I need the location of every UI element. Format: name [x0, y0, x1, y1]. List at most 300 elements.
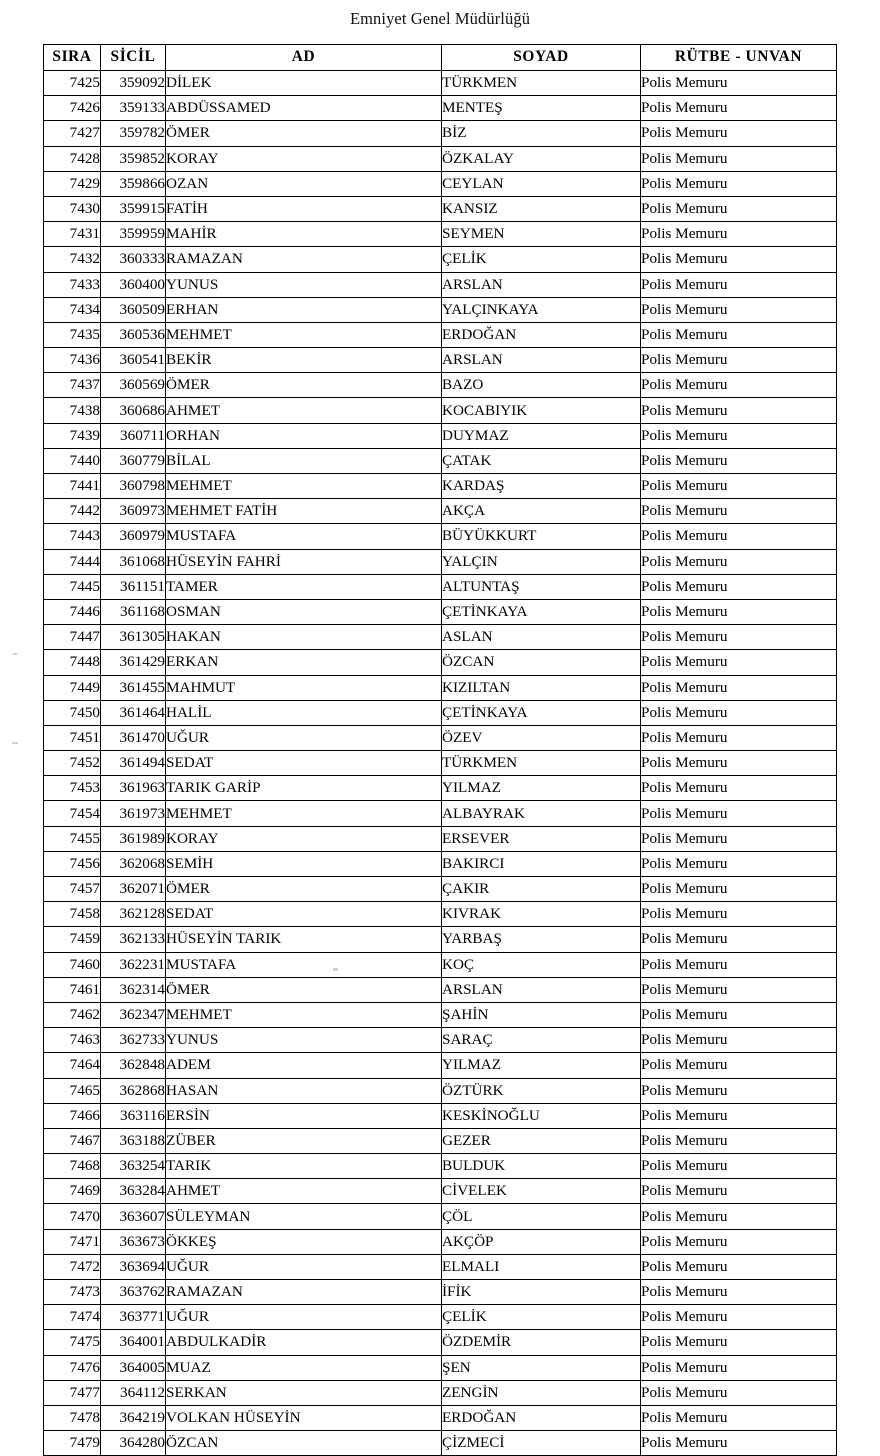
- cell-rutbe: Polis Memuru: [641, 448, 837, 473]
- cell-sira: 7452: [44, 751, 101, 776]
- cell-soyad: ÖZTÜRK: [442, 1078, 641, 1103]
- cell-soyad: ŞEN: [442, 1355, 641, 1380]
- cell-sira: 7454: [44, 801, 101, 826]
- cell-sira: 7427: [44, 121, 101, 146]
- cell-sicil: 362231: [101, 952, 166, 977]
- cell-sicil: 360541: [101, 348, 166, 373]
- cell-ad: BEKİR: [166, 348, 442, 373]
- cell-soyad: BULDUK: [442, 1154, 641, 1179]
- page-title: Emniyet Genel Müdürlüğü: [349, 9, 531, 28]
- cell-sicil: 362314: [101, 977, 166, 1002]
- table-body: [44, 71, 837, 1456]
- cell-ad: YUNUS: [166, 1028, 442, 1053]
- table-row: [44, 222, 837, 247]
- cell-sira: 7455: [44, 826, 101, 851]
- cell-sicil: 361151: [101, 574, 166, 599]
- column-header-rutbe: RÜTBE - UNVAN: [641, 45, 837, 71]
- cell-sira: 7425: [44, 71, 101, 96]
- cell-sira: 7446: [44, 599, 101, 624]
- cell-rutbe: Polis Memuru: [641, 1002, 837, 1027]
- cell-sicil: 361464: [101, 700, 166, 725]
- table-row: [44, 927, 837, 952]
- cell-ad: MUSTAFA: [166, 524, 442, 549]
- table-row: [44, 373, 837, 398]
- table-row: [44, 297, 837, 322]
- table-row: [44, 1204, 837, 1229]
- cell-soyad: ÖZCAN: [442, 650, 641, 675]
- cell-ad: BİLAL: [166, 448, 442, 473]
- cell-rutbe: Polis Memuru: [641, 1128, 837, 1153]
- cell-sicil: 363762: [101, 1280, 166, 1305]
- cell-sira: 7445: [44, 574, 101, 599]
- cell-sira: 7426: [44, 96, 101, 121]
- table-row: [44, 96, 837, 121]
- cell-rutbe: Polis Memuru: [641, 826, 837, 851]
- cell-soyad: ARSLAN: [442, 977, 641, 1002]
- cell-sira: 7431: [44, 222, 101, 247]
- cell-sicil: 360536: [101, 322, 166, 347]
- table-row: [44, 902, 837, 927]
- cell-rutbe: Polis Memuru: [641, 222, 837, 247]
- column-header-sicil: SİCİL: [101, 45, 166, 71]
- cell-soyad: AKÇÖP: [442, 1229, 641, 1254]
- cell-soyad: ASLAN: [442, 625, 641, 650]
- cell-sira: 7476: [44, 1355, 101, 1380]
- cell-soyad: YALÇIN: [442, 549, 641, 574]
- cell-soyad: KIVRAK: [442, 902, 641, 927]
- cell-sicil: 362848: [101, 1053, 166, 1078]
- cell-rutbe: Polis Memuru: [641, 423, 837, 448]
- table-row: [44, 348, 837, 373]
- cell-soyad: YALÇINKAYA: [442, 297, 641, 322]
- cell-sicil: 359959: [101, 222, 166, 247]
- cell-soyad: ZENGİN: [442, 1380, 641, 1405]
- cell-soyad: SARAÇ: [442, 1028, 641, 1053]
- cell-soyad: ARSLAN: [442, 272, 641, 297]
- cell-sira: 7429: [44, 171, 101, 196]
- cell-ad: MAHMUT: [166, 675, 442, 700]
- table-row: [44, 826, 837, 851]
- table-row: [44, 423, 837, 448]
- cell-sira: 7433: [44, 272, 101, 297]
- cell-ad: ÖMER: [166, 121, 442, 146]
- cell-sicil: 362068: [101, 851, 166, 876]
- cell-soyad: ÖZEV: [442, 725, 641, 750]
- cell-sicil: 362868: [101, 1078, 166, 1103]
- cell-rutbe: Polis Memuru: [641, 751, 837, 776]
- cell-rutbe: Polis Memuru: [641, 96, 837, 121]
- table-row: [44, 272, 837, 297]
- table-row: [44, 977, 837, 1002]
- cell-sicil: 360973: [101, 499, 166, 524]
- cell-ad: ÖZCAN: [166, 1431, 442, 1456]
- cell-soyad: ERDOĞAN: [442, 322, 641, 347]
- table-row: [44, 952, 837, 977]
- cell-soyad: DUYMAZ: [442, 423, 641, 448]
- cell-rutbe: Polis Memuru: [641, 1280, 837, 1305]
- table-row: [44, 247, 837, 272]
- cell-sicil: 361494: [101, 751, 166, 776]
- cell-soyad: ÇETİNKAYA: [442, 599, 641, 624]
- cell-ad: ÖMER: [166, 373, 442, 398]
- cell-ad: HALİL: [166, 700, 442, 725]
- cell-rutbe: Polis Memuru: [641, 1431, 837, 1456]
- cell-sira: 7475: [44, 1330, 101, 1355]
- cell-sira: 7462: [44, 1002, 101, 1027]
- cell-soyad: BİZ: [442, 121, 641, 146]
- cell-sicil: 362733: [101, 1028, 166, 1053]
- cell-sira: 7466: [44, 1103, 101, 1128]
- cell-ad: YUNUS: [166, 272, 442, 297]
- cell-sira: 7434: [44, 297, 101, 322]
- table-row: [44, 499, 837, 524]
- cell-ad: HÜSEYİN TARIK: [166, 927, 442, 952]
- table-row: [44, 1355, 837, 1380]
- cell-ad: ERHAN: [166, 297, 442, 322]
- cell-sicil: 361989: [101, 826, 166, 851]
- cell-rutbe: Polis Memuru: [641, 776, 837, 801]
- cell-sira: 7459: [44, 927, 101, 952]
- table-header-row: [44, 45, 837, 71]
- cell-soyad: ÇAKIR: [442, 877, 641, 902]
- cell-sira: 7479: [44, 1431, 101, 1456]
- table-row: [44, 1280, 837, 1305]
- cell-sicil: 359852: [101, 146, 166, 171]
- cell-ad: RAMAZAN: [166, 1280, 442, 1305]
- cell-rutbe: Polis Memuru: [641, 121, 837, 146]
- cell-rutbe: Polis Memuru: [641, 549, 837, 574]
- cell-soyad: BAZO: [442, 373, 641, 398]
- cell-sicil: 363188: [101, 1128, 166, 1153]
- cell-sira: 7463: [44, 1028, 101, 1053]
- cell-rutbe: Polis Memuru: [641, 927, 837, 952]
- cell-sicil: 360798: [101, 474, 166, 499]
- cell-ad: MEHMET: [166, 322, 442, 347]
- table-row: [44, 171, 837, 196]
- cell-sira: 7457: [44, 877, 101, 902]
- table-row: [44, 524, 837, 549]
- cell-sicil: 363694: [101, 1254, 166, 1279]
- cell-sicil: 360333: [101, 247, 166, 272]
- cell-sicil: 360400: [101, 272, 166, 297]
- cell-sicil: 359782: [101, 121, 166, 146]
- cell-sicil: 364005: [101, 1355, 166, 1380]
- cell-soyad: ERDOĞAN: [442, 1405, 641, 1430]
- cell-sira: 7430: [44, 196, 101, 221]
- cell-sira: 7472: [44, 1254, 101, 1279]
- table-row: [44, 625, 837, 650]
- cell-sira: 7441: [44, 474, 101, 499]
- cell-ad: UĞUR: [166, 1305, 442, 1330]
- cell-sicil: 361455: [101, 675, 166, 700]
- cell-rutbe: Polis Memuru: [641, 524, 837, 549]
- cell-rutbe: Polis Memuru: [641, 1305, 837, 1330]
- cell-rutbe: Polis Memuru: [641, 625, 837, 650]
- scan-artifact: [333, 968, 338, 971]
- cell-rutbe: Polis Memuru: [641, 499, 837, 524]
- cell-soyad: TÜRKMEN: [442, 71, 641, 96]
- cell-rutbe: Polis Memuru: [641, 247, 837, 272]
- cell-ad: MUAZ: [166, 1355, 442, 1380]
- cell-ad: MUSTAFA: [166, 952, 442, 977]
- table-row: [44, 851, 837, 876]
- cell-soyad: İFİK: [442, 1280, 641, 1305]
- cell-rutbe: Polis Memuru: [641, 1028, 837, 1053]
- table-row: [44, 398, 837, 423]
- table-row: [44, 448, 837, 473]
- cell-soyad: YILMAZ: [442, 1053, 641, 1078]
- cell-soyad: ÇİZMECİ: [442, 1431, 641, 1456]
- scan-artifact: [13, 653, 17, 655]
- cell-rutbe: Polis Memuru: [641, 297, 837, 322]
- table-row: [44, 1028, 837, 1053]
- table-row: [44, 599, 837, 624]
- cell-rutbe: Polis Memuru: [641, 373, 837, 398]
- column-header-sira: SIRA: [44, 45, 101, 71]
- cell-rutbe: Polis Memuru: [641, 1254, 837, 1279]
- cell-sira: 7473: [44, 1280, 101, 1305]
- cell-soyad: ALTUNTAŞ: [442, 574, 641, 599]
- cell-ad: ORHAN: [166, 423, 442, 448]
- cell-ad: TARIK GARİP: [166, 776, 442, 801]
- table-row: [44, 1053, 837, 1078]
- table-row: [44, 650, 837, 675]
- cell-sira: 7456: [44, 851, 101, 876]
- cell-rutbe: Polis Memuru: [641, 700, 837, 725]
- cell-soyad: ÇÖL: [442, 1204, 641, 1229]
- cell-sicil: 360509: [101, 297, 166, 322]
- cell-sira: 7450: [44, 700, 101, 725]
- cell-ad: MEHMET: [166, 801, 442, 826]
- cell-ad: UĞUR: [166, 725, 442, 750]
- cell-rutbe: Polis Memuru: [641, 1179, 837, 1204]
- cell-sira: 7468: [44, 1154, 101, 1179]
- table-row: [44, 675, 837, 700]
- cell-sira: 7451: [44, 725, 101, 750]
- table-row: [44, 1002, 837, 1027]
- cell-ad: KORAY: [166, 146, 442, 171]
- cell-sira: 7471: [44, 1229, 101, 1254]
- cell-rutbe: Polis Memuru: [641, 650, 837, 675]
- cell-soyad: YILMAZ: [442, 776, 641, 801]
- cell-sira: 7436: [44, 348, 101, 373]
- cell-sicil: 362347: [101, 1002, 166, 1027]
- cell-ad: ERSİN: [166, 1103, 442, 1128]
- cell-rutbe: Polis Memuru: [641, 1380, 837, 1405]
- cell-soyad: ÖZDEMİR: [442, 1330, 641, 1355]
- cell-sira: 7428: [44, 146, 101, 171]
- cell-ad: SEDAT: [166, 902, 442, 927]
- cell-rutbe: Polis Memuru: [641, 322, 837, 347]
- table-row: [44, 574, 837, 599]
- cell-sira: 7447: [44, 625, 101, 650]
- cell-rutbe: Polis Memuru: [641, 146, 837, 171]
- cell-ad: MAHİR: [166, 222, 442, 247]
- cell-rutbe: Polis Memuru: [641, 1355, 837, 1380]
- personnel-table-container: [43, 44, 836, 1456]
- cell-sira: 7443: [44, 524, 101, 549]
- cell-sira: 7470: [44, 1204, 101, 1229]
- cell-soyad: BÜYÜKKURT: [442, 524, 641, 549]
- table-row: [44, 322, 837, 347]
- table-row: [44, 1154, 837, 1179]
- cell-sicil: 364280: [101, 1431, 166, 1456]
- cell-rutbe: Polis Memuru: [641, 1053, 837, 1078]
- cell-rutbe: Polis Memuru: [641, 1204, 837, 1229]
- cell-soyad: ALBAYRAK: [442, 801, 641, 826]
- cell-sira: 7478: [44, 1405, 101, 1430]
- cell-sira: 7440: [44, 448, 101, 473]
- cell-sira: 7439: [44, 423, 101, 448]
- cell-ad: SERKAN: [166, 1380, 442, 1405]
- cell-sira: 7449: [44, 675, 101, 700]
- cell-sicil: 360711: [101, 423, 166, 448]
- cell-ad: MEHMET: [166, 474, 442, 499]
- cell-ad: SEMİH: [166, 851, 442, 876]
- cell-sira: 7444: [44, 549, 101, 574]
- cell-soyad: KARDAŞ: [442, 474, 641, 499]
- table-row: [44, 71, 837, 96]
- personnel-table: [43, 44, 837, 1456]
- table-row: [44, 877, 837, 902]
- cell-rutbe: Polis Memuru: [641, 1078, 837, 1103]
- table-row: [44, 146, 837, 171]
- cell-sira: 7432: [44, 247, 101, 272]
- table-row: [44, 1179, 837, 1204]
- cell-ad: OSMAN: [166, 599, 442, 624]
- cell-sicil: 363673: [101, 1229, 166, 1254]
- cell-sira: 7474: [44, 1305, 101, 1330]
- cell-soyad: CEYLAN: [442, 171, 641, 196]
- cell-soyad: ÇELİK: [442, 247, 641, 272]
- cell-sira: 7464: [44, 1053, 101, 1078]
- cell-soyad: SEYMEN: [442, 222, 641, 247]
- cell-ad: HÜSEYİN FAHRİ: [166, 549, 442, 574]
- table-row: [44, 1380, 837, 1405]
- table-row: [44, 1078, 837, 1103]
- cell-sicil: 361470: [101, 725, 166, 750]
- cell-ad: HASAN: [166, 1078, 442, 1103]
- cell-ad: VOLKAN HÜSEYİN: [166, 1405, 442, 1430]
- table-row: [44, 1254, 837, 1279]
- table-row: [44, 725, 837, 750]
- cell-sicil: 359133: [101, 96, 166, 121]
- cell-sicil: 361305: [101, 625, 166, 650]
- cell-sicil: 362133: [101, 927, 166, 952]
- cell-sira: 7437: [44, 373, 101, 398]
- cell-rutbe: Polis Memuru: [641, 675, 837, 700]
- table-row: [44, 700, 837, 725]
- table-row: [44, 474, 837, 499]
- cell-soyad: ÇATAK: [442, 448, 641, 473]
- cell-sicil: 363771: [101, 1305, 166, 1330]
- table-row: [44, 751, 837, 776]
- table-row: [44, 1229, 837, 1254]
- cell-sira: 7442: [44, 499, 101, 524]
- cell-sira: 7469: [44, 1179, 101, 1204]
- cell-rutbe: Polis Memuru: [641, 977, 837, 1002]
- cell-sicil: 361168: [101, 599, 166, 624]
- cell-sicil: 362071: [101, 877, 166, 902]
- cell-sicil: 359866: [101, 171, 166, 196]
- table-row: [44, 549, 837, 574]
- cell-sicil: 363284: [101, 1179, 166, 1204]
- cell-ad: TAMER: [166, 574, 442, 599]
- table-row: [44, 801, 837, 826]
- cell-rutbe: Polis Memuru: [641, 1154, 837, 1179]
- cell-sira: 7458: [44, 902, 101, 927]
- table-row: [44, 1103, 837, 1128]
- cell-sicil: 359092: [101, 71, 166, 96]
- cell-sicil: 361973: [101, 801, 166, 826]
- table-row: [44, 121, 837, 146]
- cell-rutbe: Polis Memuru: [641, 1103, 837, 1128]
- cell-rutbe: Polis Memuru: [641, 851, 837, 876]
- cell-sicil: 364001: [101, 1330, 166, 1355]
- cell-soyad: AKÇA: [442, 499, 641, 524]
- cell-sicil: 360779: [101, 448, 166, 473]
- cell-ad: RAMAZAN: [166, 247, 442, 272]
- cell-sicil: 363254: [101, 1154, 166, 1179]
- table-row: [44, 196, 837, 221]
- cell-ad: ZÜBER: [166, 1128, 442, 1153]
- cell-ad: MEHMET FATİH: [166, 499, 442, 524]
- cell-rutbe: Polis Memuru: [641, 1330, 837, 1355]
- cell-soyad: GEZER: [442, 1128, 641, 1153]
- cell-ad: ERKAN: [166, 650, 442, 675]
- cell-soyad: CİVELEK: [442, 1179, 641, 1204]
- cell-rutbe: Polis Memuru: [641, 171, 837, 196]
- cell-soyad: MENTEŞ: [442, 96, 641, 121]
- cell-rutbe: Polis Memuru: [641, 725, 837, 750]
- column-header-soyad: SOYAD: [442, 45, 641, 71]
- cell-ad: ÖMER: [166, 877, 442, 902]
- table-row: [44, 776, 837, 801]
- cell-ad: SÜLEYMAN: [166, 1204, 442, 1229]
- table-row: [44, 1128, 837, 1153]
- cell-sicil: 361963: [101, 776, 166, 801]
- cell-rutbe: Polis Memuru: [641, 952, 837, 977]
- cell-rutbe: Polis Memuru: [641, 474, 837, 499]
- cell-ad: ABDULKADİR: [166, 1330, 442, 1355]
- cell-sira: 7453: [44, 776, 101, 801]
- cell-rutbe: Polis Memuru: [641, 348, 837, 373]
- cell-ad: ÖMER: [166, 977, 442, 1002]
- cell-rutbe: Polis Memuru: [641, 599, 837, 624]
- cell-ad: UĞUR: [166, 1254, 442, 1279]
- table-row: [44, 1305, 837, 1330]
- cell-ad: FATİH: [166, 196, 442, 221]
- cell-soyad: ELMALI: [442, 1254, 641, 1279]
- cell-sira: 7448: [44, 650, 101, 675]
- cell-soyad: ARSLAN: [442, 348, 641, 373]
- cell-soyad: ŞAHİN: [442, 1002, 641, 1027]
- cell-ad: HAKAN: [166, 625, 442, 650]
- cell-rutbe: Polis Memuru: [641, 196, 837, 221]
- cell-soyad: ÇETİNKAYA: [442, 700, 641, 725]
- cell-sira: 7467: [44, 1128, 101, 1153]
- cell-sicil: 361068: [101, 549, 166, 574]
- cell-sira: 7460: [44, 952, 101, 977]
- cell-ad: AHMET: [166, 1179, 442, 1204]
- cell-sicil: 363116: [101, 1103, 166, 1128]
- column-header-ad: AD: [166, 45, 442, 71]
- cell-sicil: 359915: [101, 196, 166, 221]
- cell-soyad: YARBAŞ: [442, 927, 641, 952]
- table-header: [44, 45, 837, 71]
- cell-sicil: 363607: [101, 1204, 166, 1229]
- cell-sira: 7477: [44, 1380, 101, 1405]
